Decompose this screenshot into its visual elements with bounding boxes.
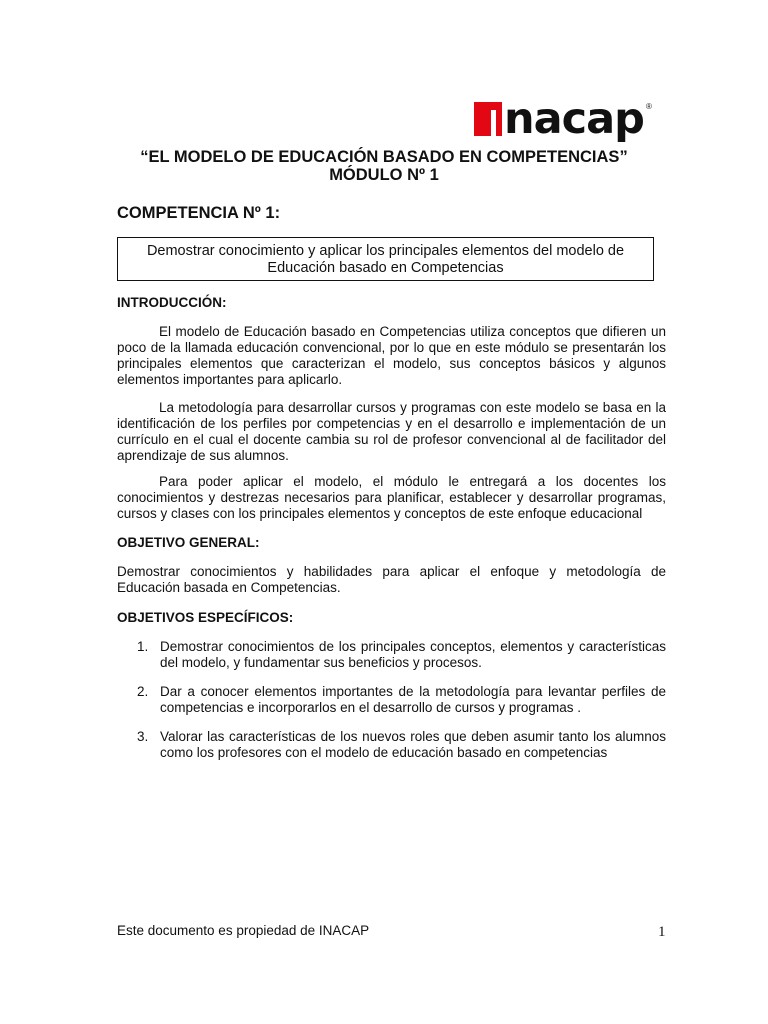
- objective-item: [137, 639, 666, 671]
- inacap-logo-text: nacap: [504, 94, 644, 144]
- inacap-logo: [474, 94, 652, 144]
- objetivo-general-text: Demostrar conocimientos y habilidades para aplicar el enfoque y metodología de Educación basada en Competencias.: [117, 564, 666, 595]
- list-number: 3.: [137, 729, 149, 744]
- document-title: “EL MODELO DE EDUCACIÓN BASADO EN COMPETENCIAS”: [140, 148, 628, 166]
- intro-paragraph-1: El modelo de Educación basado en Competencias utiliza conceptos que difieren un poco de la llamada educación convencional, por lo que en este módulo se presentarán los principales elementos que caracterizan el modelo, sus conceptos básicos y algunos elementos importantes para aplicarlo.: [117, 324, 666, 387]
- list-text: Dar a conocer elementos importantes de la metodología para levantar perfiles de competencias e incorporarlos en el desarrollo de cursos y programas .: [160, 684, 666, 715]
- list-text: Demostrar conocimientos de los principales conceptos, elementos y características del modelo, y fundamentar sus beneficios y procesos.: [160, 639, 666, 670]
- registered-mark: ®: [646, 102, 652, 111]
- inacap-logo-mark: [474, 102, 502, 136]
- list-number: 2.: [137, 684, 149, 699]
- list-text: Valorar las características de los nuevos roles que deben asumir tanto los alumnos como los profesores con el modelo de educación basado en competencias: [160, 729, 666, 760]
- intro-paragraph-2: La metodología para desarrollar cursos y programas con este modelo se basa en la identificación de los perfiles por competencias y en el desarrollo e implementación de un currículo en el cual el docente cambia su rol de profesor convencional al de facilitador del aprendizaje de sus alumnos.: [117, 400, 666, 463]
- intro-paragraph-3: Para poder aplicar el modelo, el módulo le entregará a los docentes los conocimientos y destrezas necesarios para planificar, establecer y desarrollar programas, cursos y clases con los principales elementos y conceptos de este enfoque educacional: [117, 474, 666, 521]
- introduccion-heading: INTRODUCCIÓN:: [117, 295, 227, 310]
- objective-item: [137, 729, 666, 761]
- competencia-box: Demostrar conocimiento y aplicar los principales elementos del modelo de Educación basado en Competencias: [117, 237, 654, 281]
- list-number: 1.: [137, 639, 149, 654]
- competencia-heading: COMPETENCIA Nº 1:: [117, 204, 281, 222]
- footer-text: Este documento es propiedad de INACAP: [117, 923, 370, 938]
- objetivo-general-heading: OBJETIVO GENERAL:: [117, 535, 260, 550]
- page-number: 1: [658, 924, 666, 940]
- objetivos-especificos-heading: OBJETIVOS ESPECÍFICOS:: [117, 610, 294, 625]
- module-title: MÓDULO Nº 1: [329, 166, 439, 184]
- objective-item: [137, 684, 666, 716]
